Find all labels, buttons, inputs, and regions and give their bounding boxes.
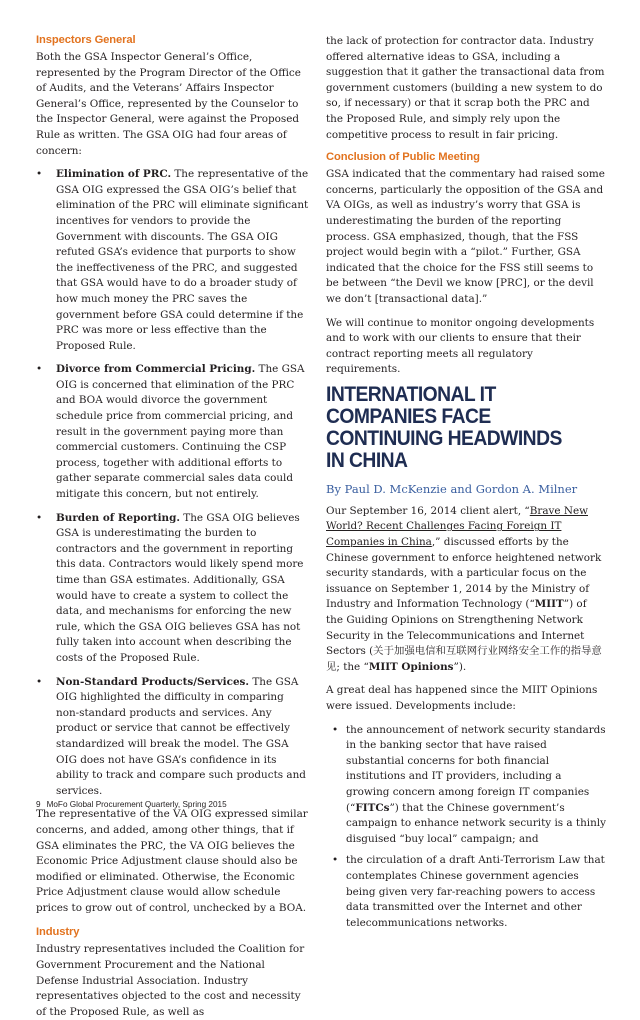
developments-list <box>326 723 606 932</box>
miit-opinions-term: MIIT Opinions <box>368 660 454 673</box>
list-item <box>326 853 606 931</box>
bullet-icon: • <box>36 511 43 524</box>
client-alert-link[interactable]: Brave New World? Recent Challenges Facing Foreign IT Companies in China <box>326 504 588 549</box>
industry-paragraph: Industry representatives included the Coalition for Government Procurement and the National Defense Industrial Association. Industry representatives objected to the cost and necessity of the Proposed Rule, as well as <box>36 943 305 1018</box>
list-item <box>36 167 310 354</box>
right-column <box>326 34 606 937</box>
bullet-icon: • <box>36 675 43 688</box>
conclusion-paragraph: GSA indicated that the commentary had raised some concerns, particularly the opposition of the GSA and VA OIGs, as well as industry’s worry that GSA is underestimating the burden of the reporting process. GSA emphasized, though, that the FSS project would begin with a “pilot.” Further, GSA indicated that the choice for the FSS still seems to be between “the Devil we know [PRC], or the devil we don’t [transactional data].” <box>326 168 605 305</box>
miit-term: MIIT <box>534 598 564 611</box>
concern-term: Burden of Reporting. <box>56 511 180 524</box>
development-text-b: ”) that the Chinese government’s campaign to enhance network security is a thinly disguised “buy local” campaign; and <box>346 801 607 845</box>
page-footer <box>36 800 227 809</box>
alert-prefix: Our September 16, 2014 client alert, “ <box>326 504 530 517</box>
industry-heading: Industry <box>36 926 80 939</box>
conclusion-heading: Conclusion of Public Meeting <box>326 151 480 164</box>
list-item <box>326 723 606 848</box>
oig-concerns-list <box>36 167 310 799</box>
concern-term: Non-Standard Products/Services. <box>56 675 250 688</box>
list-item <box>36 362 310 502</box>
concern-text: The GSA OIG is concerned that elimination of the PRC and BOA would divorce the government schedule price from commercial pricing, and result in the government paying more than commercial customers. Continuing the CSP process, together with additional efforts to gather separate commercial sales data could mitigate this concern, but not entirely. <box>56 363 305 501</box>
fitcs-term: FITCs <box>355 801 390 814</box>
alert-after-miit: ”) of the Guiding Opinions on Strengthening Network Security in the Telecommunications and Internet Sectors (关于加强电信和互联网行业网络安全工作的指导意见; the “ <box>326 598 602 673</box>
concern-term: Divorce from Commercial Pricing. <box>56 363 256 376</box>
development-text-a: the announcement of network security standards in the banking sector that have raised substantial concerns for both financial institutions and IT providers, including a growing concern among foreign IT companies (“ <box>346 723 606 814</box>
list-item <box>36 511 310 667</box>
concern-text: The representative of the GSA OIG expressed the GSA OIG’s belief that elimination of the PRC will eliminate significant incentives for vendors to provide the Government with discounts. The GSA OIG refuted GSA’s evidence that purports to show the ineffectiveness of the PRC, and suggested that GSA would have to do a broader study of how much money the PRC saves the government before GSA could determine if the PRC was more or less effective than the Proposed Rule. <box>56 168 309 352</box>
bullet-icon: • <box>332 723 339 736</box>
article-title: INTERNATIONAL IT COMPANIES FACE CONTINUING HEADWINDS IN CHINA <box>326 382 562 472</box>
industry-continued-paragraph: the lack of protection for contractor data. Industry offered alternative ideas to GSA, including a suggestion that it gather the transactional data from government customers (building a new system to do so, if necessary) or that it scrap both the PRC and the Proposed Rule, and simply rely upon the competitive process to result in fair pricing. <box>326 35 605 141</box>
concern-text: The GSA OIG believes GSA is underestimating the burden to contractors and the government in reporting this data. Contractors would likely spend more time than GSA estimates. Additionally, GSA would have to create a system to collect the data, and mechanisms for enforcing the new rule, which the GSA OIG believes GSA has not fully taken into account when describing the costs of the Proposed Rule. <box>56 511 304 664</box>
concern-text: The GSA OIG highlighted the difficulty in comparing non-standard products and services. Any product or service that cannot be effectively standardized will break the model. The GSA OIG does not have GSA’s confidence in its ability to track and compare such products and services. <box>56 675 306 797</box>
va-oig-paragraph: The representative of the VA OIG expressed similar concerns, and added, among other things, that if GSA eliminates the PRC, the VA OIG believes the Economic Price Adjustment clause should also be modified or eliminated. Otherwise, the Economic Price Adjustment clause would allow schedule prices to grow out of control, unchecked by a BOA. <box>36 808 308 914</box>
development-text: the circulation of a draft Anti-Terrorism Law that contemplates Chinese government agencies being given very far-reaching powers to access data transmitted over the Internet and other telecommunications networks. <box>346 854 605 929</box>
monitor-paragraph: We will continue to monitor ongoing developments and to work with our clients to ensure that their contract reporting meets all regulatory requirements. <box>326 316 595 376</box>
bullet-icon: • <box>332 854 339 867</box>
inspectors-intro-paragraph: Both the GSA Inspector General’s Office, represented by the Program Director of the Office of Audits, and the Veterans’ Affairs Inspector General’s Office, represented by the Counselor to the Inspector General, were against the Proposed Rule as written. The GSA OIG had four areas of concern: <box>36 51 301 157</box>
page-number: 9 <box>36 800 41 809</box>
publication-name: MoFo Global Procurement Quarterly, Spring 2015 <box>46 800 227 809</box>
article-byline: By Paul D. McKenzie and Gordon A. Milner <box>326 481 578 496</box>
bullet-icon: • <box>36 363 43 376</box>
concern-term: Elimination of PRC. <box>56 168 172 181</box>
alert-end: ”). <box>453 660 467 673</box>
alert-middle: ,” discussed efforts by the Chinese government to enforce heightened network security standards, with a particular focus on the issuance on September 1, 2014 by the Ministry of Industry and Information Technology (“ <box>326 536 602 611</box>
left-column <box>36 30 310 1020</box>
developments-intro: A great deal has happened since the MIIT Opinions were issued. Developments include: <box>326 684 598 712</box>
client-alert-paragraph <box>326 504 606 676</box>
bullet-icon: • <box>36 168 43 181</box>
inspectors-general-heading: Inspectors General <box>36 34 136 46</box>
list-item <box>36 675 310 800</box>
